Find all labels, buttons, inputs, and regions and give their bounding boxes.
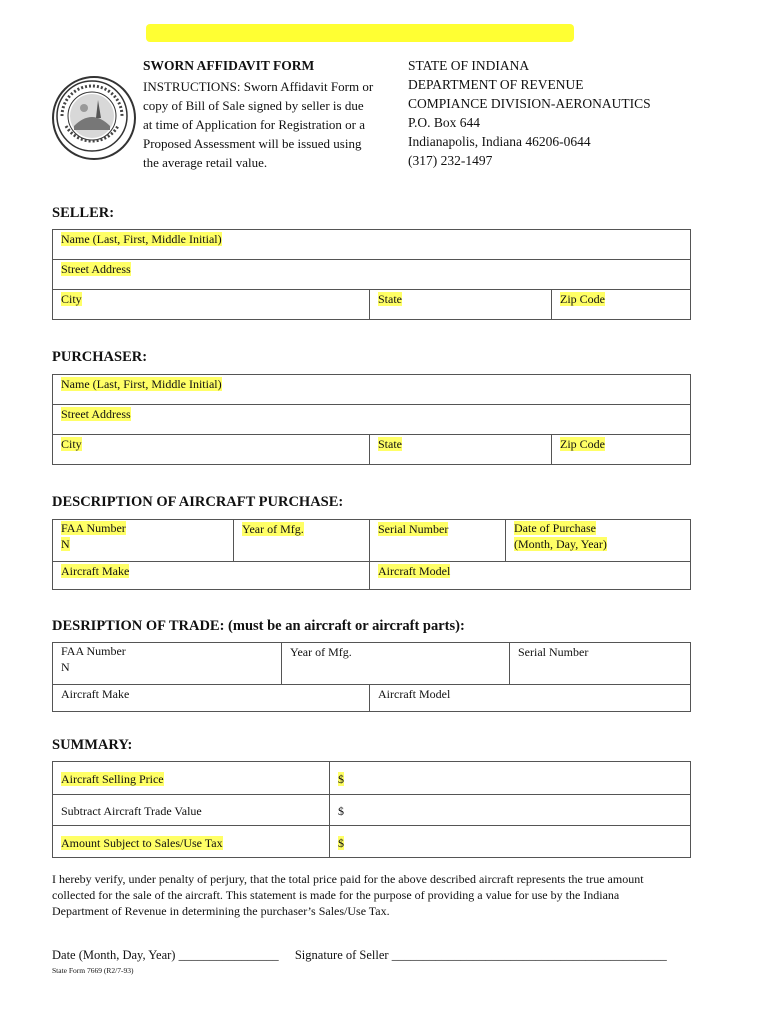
trade-faa-prefix: N (61, 660, 70, 674)
signature-area (52, 948, 692, 963)
agency-line: DEPARTMENT OF REVENUE (408, 77, 584, 92)
agency-line: (317) 232-1497 (408, 153, 493, 168)
seller-state-field[interactable] (369, 290, 551, 320)
trade-serial-label: Serial Number (518, 645, 589, 659)
certification-line: Department of Revenue in determining the purchaser’s Sales/Use Tax. (52, 904, 390, 918)
purchase-year-field[interactable] (233, 520, 369, 561)
purchase-year-label: Year of Mfg. (242, 522, 304, 536)
purchase-section-title: DESCRIPTION OF AIRCRAFT PURCHASE: (52, 494, 344, 510)
trade-value-label-cell (53, 795, 329, 825)
trade-section-title: DESRIPTION OF TRADE: (must be an aircraft or aircraft parts): (52, 618, 465, 634)
purchaser-name-field[interactable] (53, 375, 690, 405)
purchase-make-field[interactable] (53, 562, 369, 590)
purchase-box (52, 519, 691, 590)
taxable-amount-dollar: $ (338, 836, 344, 850)
purchase-model-field[interactable] (369, 562, 690, 590)
purchaser-section-title: PURCHASER: (52, 349, 148, 365)
date-signed-field[interactable]: Date (Month, Day, Year) ________________ (52, 948, 279, 962)
certification-line: collected for the sale of the aircraft. This statement is made for the purpose of providing a value for use by the Indiana (52, 888, 620, 902)
top-highlight-bar (146, 24, 574, 42)
seller-zip-label: Zip Code (560, 292, 605, 306)
seller-street-field[interactable] (53, 260, 690, 290)
summary-row (53, 762, 690, 795)
trade-serial-field[interactable] (509, 643, 690, 684)
instructions-line: the average retail value. (143, 155, 268, 170)
selling-price-label: Aircraft Selling Price (61, 772, 164, 786)
form-header (143, 56, 398, 172)
agency-line: STATE OF INDIANA (408, 58, 530, 73)
seller-name-label: Name (Last, First, Middle Initial) (61, 232, 222, 246)
trade-faa-field[interactable] (53, 643, 281, 684)
purchase-model-label: Aircraft Model (378, 564, 451, 578)
purchaser-city-field[interactable] (53, 435, 369, 465)
purchaser-street-label: Street Address (61, 407, 131, 421)
certification-line: I hereby verify, under penalty of perjury, that the total price paid for the above described aircraft represents the true amount (52, 872, 644, 886)
agency-line: Indianapolis, Indiana 46206-0644 (408, 134, 591, 149)
certification-text (52, 871, 692, 919)
instructions-line: at time of Application for Registration or a (143, 117, 366, 132)
seller-box (52, 229, 691, 320)
summary-section-title: SUMMARY: (52, 737, 133, 753)
trade-make-label: Aircraft Make (61, 687, 130, 701)
purchase-faa-field[interactable] (53, 520, 233, 561)
seller-city-label: City (61, 292, 82, 306)
purchaser-city-label: City (61, 437, 82, 451)
taxable-amount-label: Amount Subject to Sales/Use Tax (61, 836, 223, 850)
purchase-date-format: (Month, Day, Year) (514, 537, 607, 551)
purchaser-state-field[interactable] (369, 435, 551, 465)
trade-year-field[interactable] (281, 643, 509, 684)
summary-row (53, 795, 690, 826)
taxable-amount-label-cell (53, 826, 329, 858)
purchaser-zip-field[interactable] (551, 435, 690, 465)
purchase-serial-label: Serial Number (378, 522, 449, 536)
purchase-date-label: Date of Purchase (514, 521, 596, 535)
agency-line: P.O. Box 644 (408, 115, 481, 130)
seller-name-field[interactable] (53, 230, 690, 260)
trade-faa-label: FAA Number (61, 644, 126, 658)
purchase-date-field[interactable] (505, 520, 690, 561)
summary-row (53, 826, 690, 858)
trade-model-field[interactable] (369, 685, 690, 712)
form-title: SWORN AFFIDAVIT FORM (143, 58, 315, 73)
seller-city-field[interactable] (53, 290, 369, 320)
selling-price-label-cell (53, 762, 329, 794)
selling-price-field[interactable] (329, 762, 690, 794)
instructions-line: Proposed Assessment will be issued using (143, 136, 362, 151)
purchase-faa-label: FAA Number (61, 521, 126, 535)
taxable-amount-field[interactable] (329, 826, 690, 858)
state-seal-icon (52, 76, 136, 160)
trade-value-dollar: $ (338, 804, 344, 818)
purchase-serial-field[interactable] (369, 520, 505, 561)
trade-value-label: Subtract Aircraft Trade Value (61, 804, 202, 818)
seller-street-label: Street Address (61, 262, 131, 276)
instructions-line: copy of Bill of Sale signed by seller is due (143, 98, 364, 113)
instructions-line: INSTRUCTIONS: Sworn Affidavit Form or (143, 79, 374, 94)
purchaser-name-label: Name (Last, First, Middle Initial) (61, 377, 222, 391)
purchaser-box (52, 374, 691, 465)
seller-signature-field[interactable]: Signature of Seller ____________________________________________ (294, 948, 667, 962)
purchaser-zip-label: Zip Code (560, 437, 605, 451)
trade-year-label: Year of Mfg. (290, 645, 352, 659)
summary-box (52, 761, 691, 858)
seller-zip-field[interactable] (551, 290, 690, 320)
purchase-make-label: Aircraft Make (61, 564, 130, 578)
trade-box (52, 642, 691, 712)
agency-line: COMPIANCE DIVISION-AERONAUTICS (408, 96, 651, 111)
trade-model-label: Aircraft Model (378, 687, 451, 701)
seller-state-label: State (378, 292, 402, 306)
seller-section-title: SELLER: (52, 205, 115, 221)
trade-make-field[interactable] (53, 685, 369, 712)
purchase-faa-prefix: N (61, 537, 70, 551)
trade-value-field[interactable] (329, 795, 690, 825)
purchaser-state-label: State (378, 437, 402, 451)
selling-price-dollar: $ (338, 772, 344, 786)
purchaser-street-field[interactable] (53, 405, 690, 435)
agency-address (408, 56, 708, 170)
form-number: State Form 7669 (R2/7-93) (52, 966, 134, 975)
